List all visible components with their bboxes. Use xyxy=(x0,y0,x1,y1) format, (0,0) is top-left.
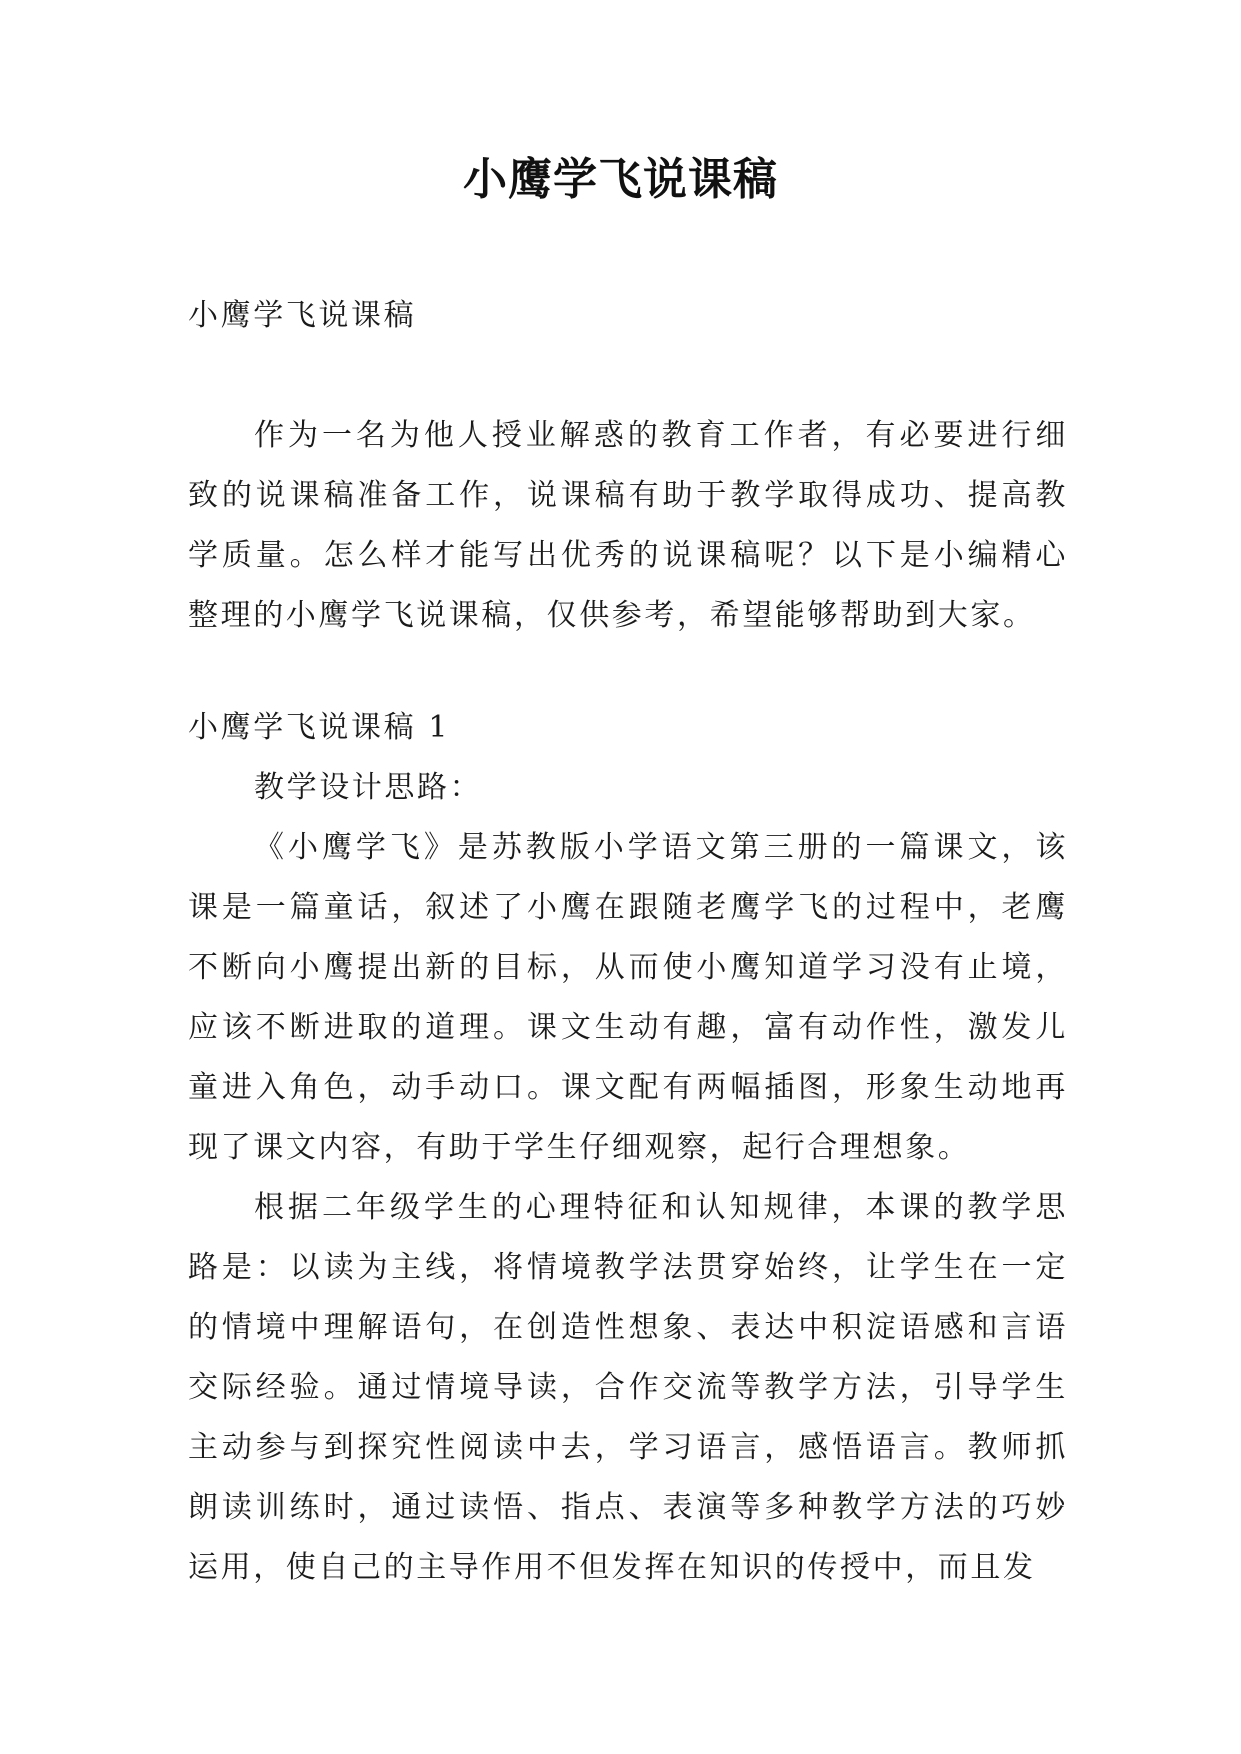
document-body xyxy=(188,286,1068,1598)
body-paragraph: 根据二年级学生的心理特征和认知规律，本课的教学思路是：以读为主线，将情境教学法贯穿始终，让学生在一定的情境中理解语句，在创造性想象、表达中积淀语感和言语交际经验。通过情境导读，合作交流等教学方法，引导学生主动参与到探究性阅读中去，学习语言，感悟语言。教师抓朗读训练时，通过读悟、指点、表演等多种教学方法的巧妙运用，使自己的主导作用不但发挥在知识的传授中，而且发 xyxy=(188,1190,1068,1585)
document-title: 小鹰学飞说课稿 xyxy=(463,154,778,205)
intro-paragraph: 作为一名为他人授业解惑的教育工作者，有必要进行细致的说课稿准备工作，说课稿有助于教学取得成功、提高教学质量。怎么样才能写出优秀的说课稿呢？以下是小编精心整理的小鹰学飞说课稿，仅供参考，希望能够帮助到大家。 xyxy=(188,418,1068,633)
document-subtitle: 小鹰学飞说课稿 xyxy=(188,298,417,333)
section-heading: 小鹰学飞说课稿 1 xyxy=(188,710,451,745)
body-paragraph: 《小鹰学飞》是苏教版小学语文第三册的一篇课文，该课是一篇童话，叙述了小鹰在跟随老鹰学飞的过程中，老鹰不断向小鹰提出新的目标，从而使小鹰知道学习没有止境，应该不断进取的道理。课文生动有趣，富有动作性，激发儿童进入角色，动手动口。课文配有两幅插图，形象生动地再现了课文内容，有助于学生仔细观察，起行合理想象。 xyxy=(188,830,1068,1165)
section-label: 教学设计思路： xyxy=(254,770,483,805)
